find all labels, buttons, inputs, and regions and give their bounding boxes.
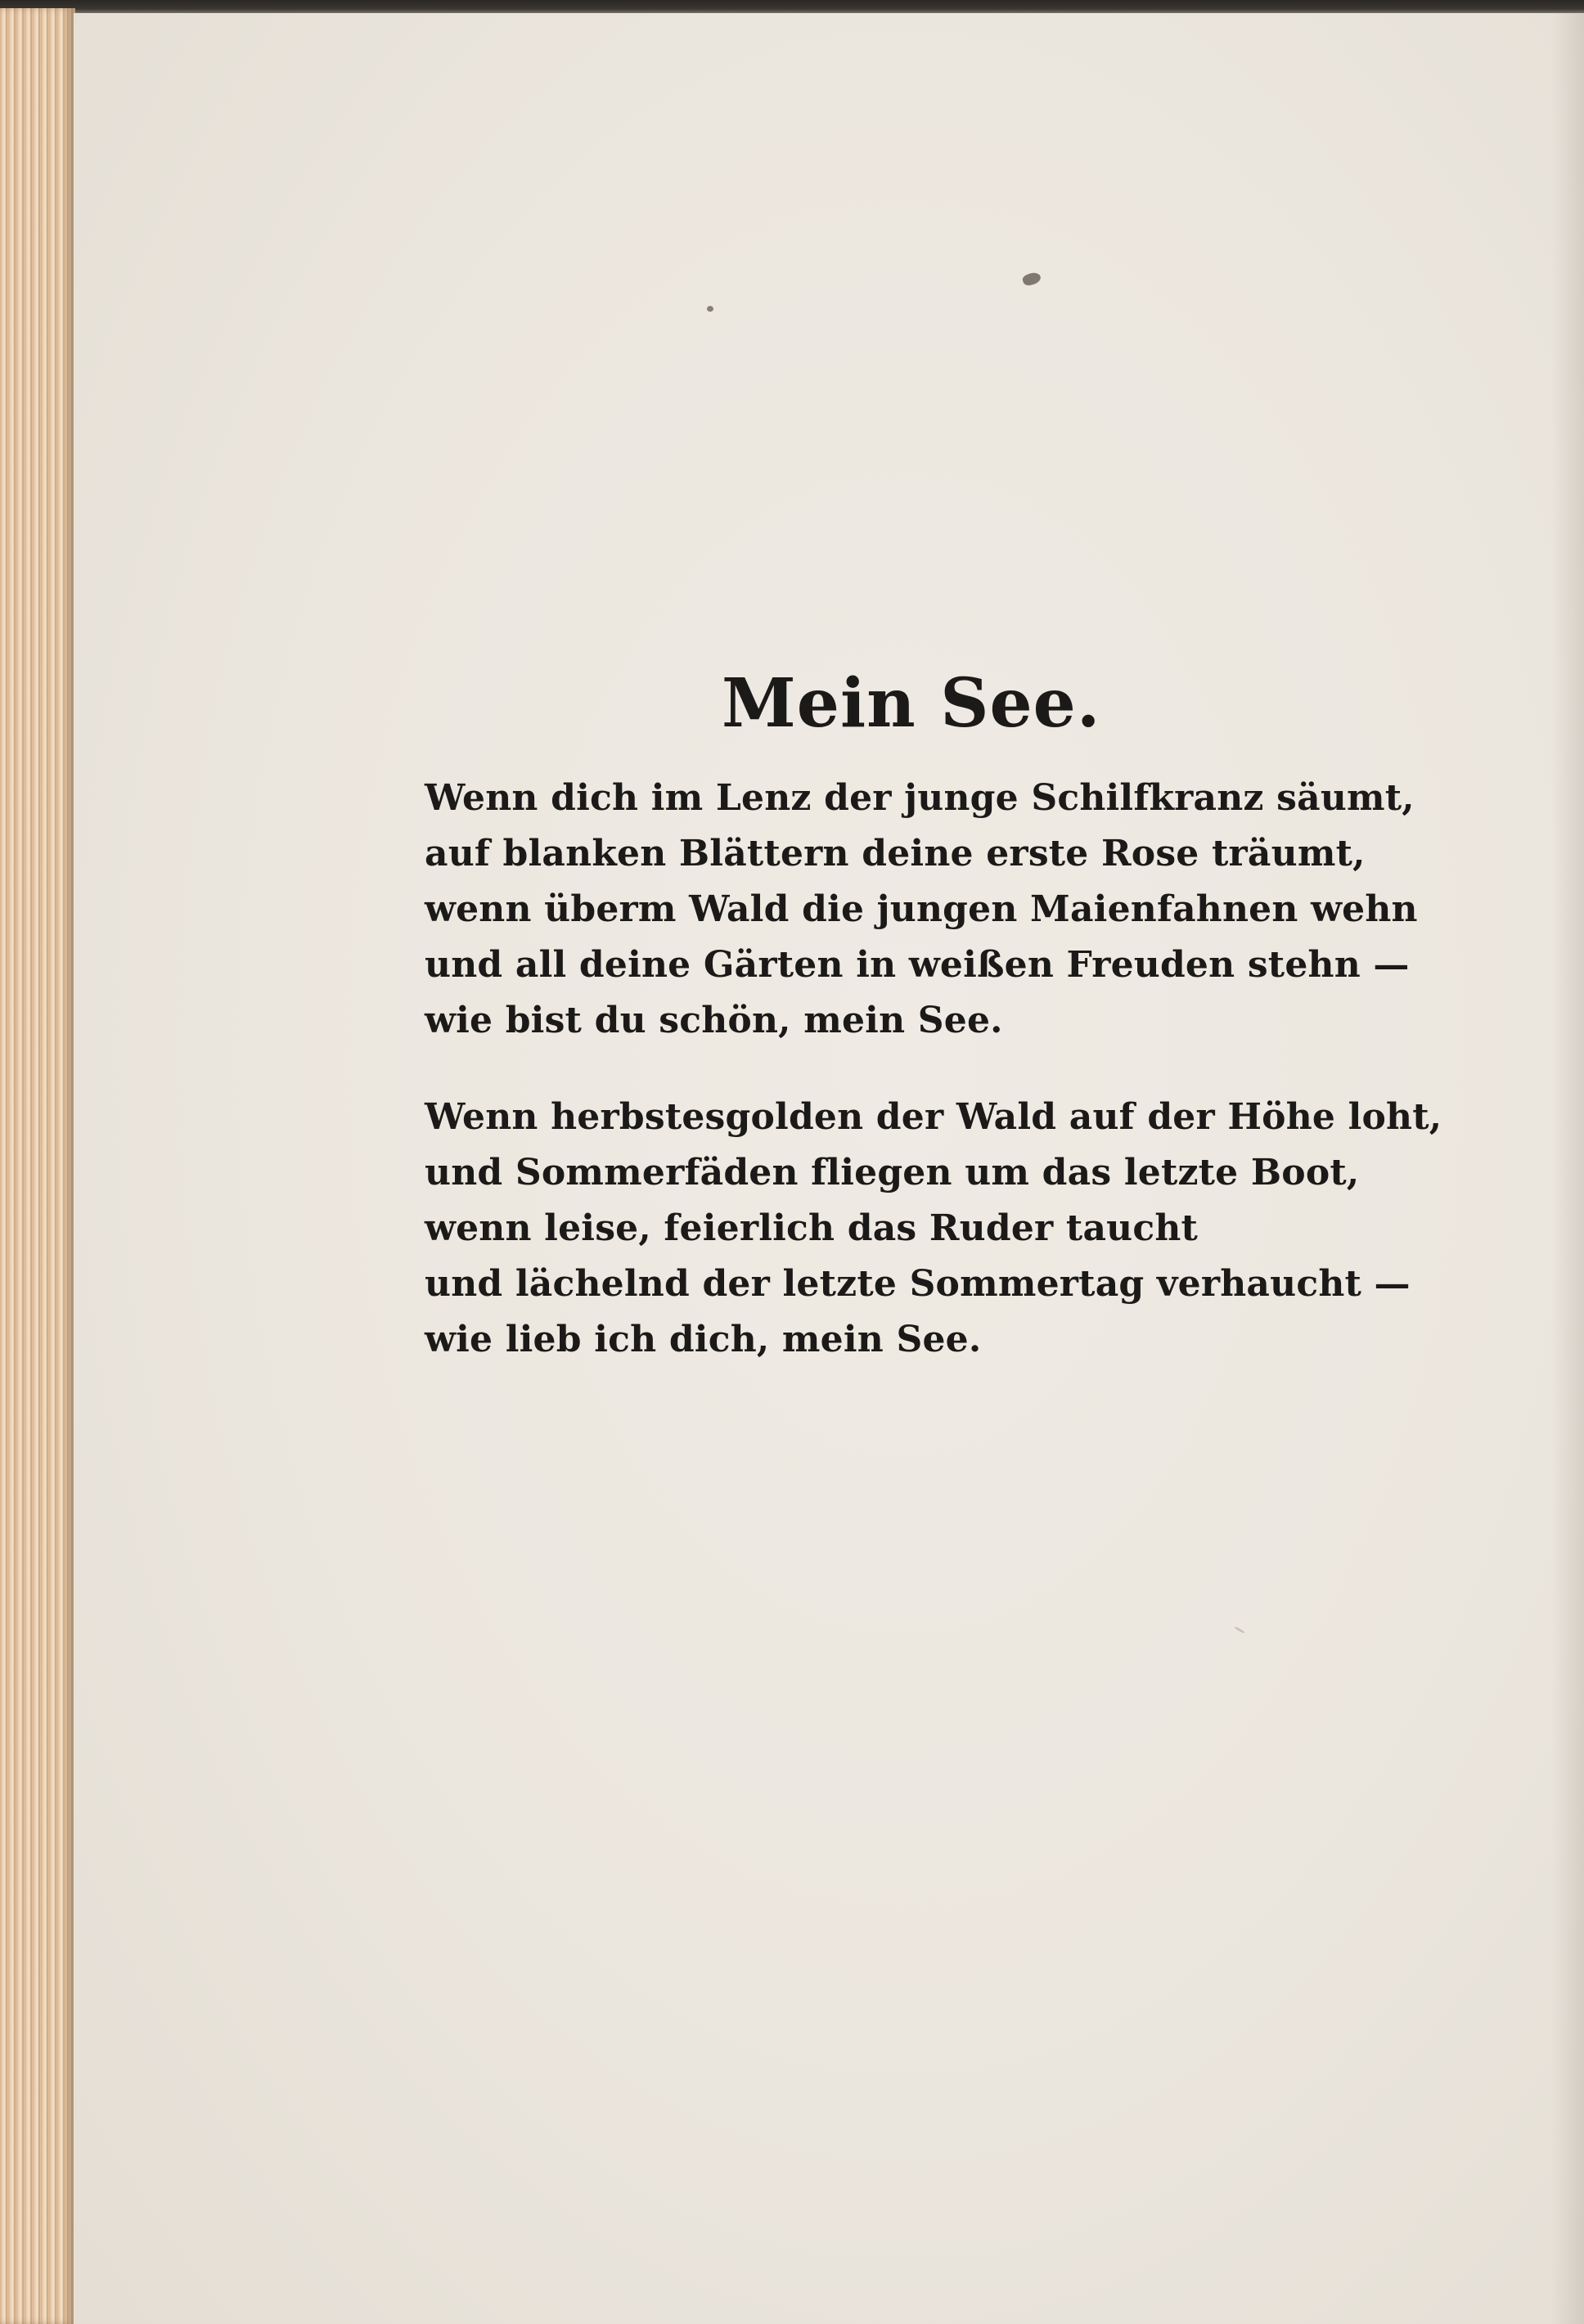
verse-line: wie lieb ich dich, mein See. <box>425 1319 982 1360</box>
dirt-speck <box>1021 271 1042 288</box>
verse-line: und lächelnd der letzte Sommertag verhaucht — <box>425 1263 1411 1305</box>
verse-line: Wenn herbstesgolden der Wald auf der Höhe loht, <box>425 1096 1442 1138</box>
verse-line: und Sommerfäden fliegen um das letzte Boot, <box>425 1152 1360 1193</box>
stanza-2 <box>425 1090 1442 1368</box>
verse-line: wie bist du schön, mein See. <box>425 1000 1003 1041</box>
verse-line: auf blanken Blättern deine erste Rose träumt, <box>425 833 1366 874</box>
poem-title: Mein See. <box>722 664 1101 743</box>
verse-line: wenn leise, feierlich das Ruder taucht <box>425 1207 1199 1249</box>
verse-line: wenn überm Wald die jungen Maienfahnen wehn <box>425 888 1418 930</box>
stanza-1 <box>425 771 1418 1049</box>
verse-line: und all deine Gärten in weißen Freuden stehn — <box>425 944 1410 986</box>
verse-line: Wenn dich im Lenz der junge Schilfkranz säumt, <box>425 777 1415 819</box>
poem <box>425 654 1442 1368</box>
book-page-edges <box>0 8 75 2324</box>
dirt-speck <box>707 306 713 312</box>
dirt-speck <box>1234 1626 1245 1634</box>
